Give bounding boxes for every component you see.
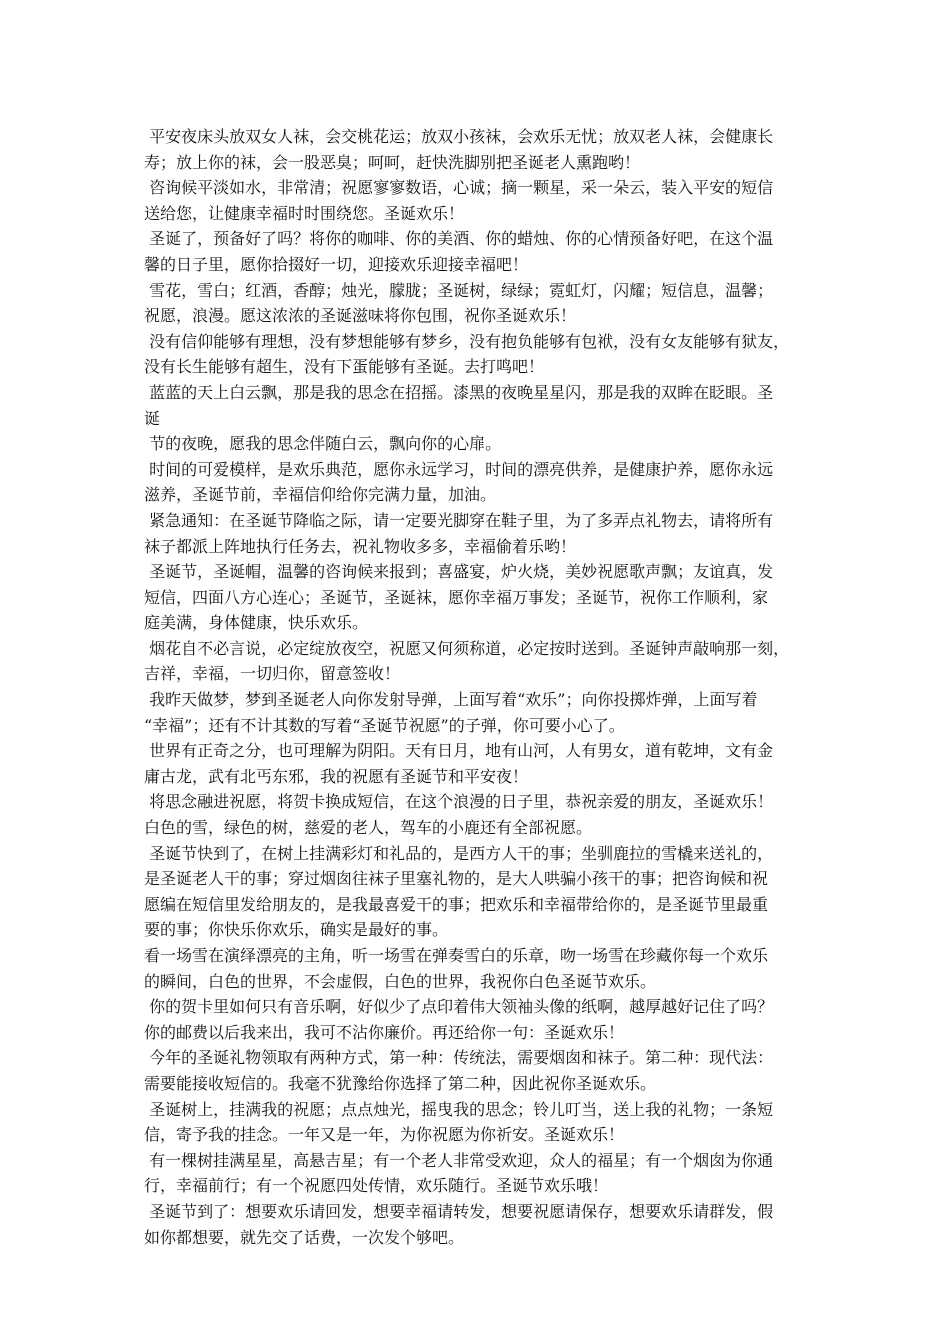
- text-line: 圣诞节快到了，在树上挂满彩灯和礼品的，是西方人干的事；坐驯鹿拉的雪橇来送礼的，: [144, 843, 774, 863]
- text-line: 世界有正奇之分，也可理解为阴阳。天有日月，地有山河，人有男女，道有乾坤，文有金: [144, 741, 774, 761]
- text-line: 愿编在短信里发给朋友的，是我最喜爱干的事；把欢乐和幸福带给你的，是圣诞节里最重: [144, 894, 769, 914]
- text-line: 紧急通知：在圣诞节降临之际，请一定要光脚穿在鞋子里，为了多弄点礼物去，请将所有: [144, 510, 774, 530]
- text-line: 要的事；你快乐你欢乐，确实是最好的事。: [144, 920, 449, 940]
- text-line: 有一棵树挂满星星，高悬吉星；有一个老人非常受欢迎，众人的福星；有一个烟囱为你通: [144, 1150, 774, 1170]
- text-line: 圣诞节，圣诞帽，温馨的咨询候来报到；喜盛宴，炉火烧，美妙祝愿歌声飘；友谊真，发: [144, 562, 774, 582]
- text-line: 诞: [144, 408, 161, 428]
- text-line: 吉祥，幸福，一切归你，留意签收！: [144, 664, 401, 684]
- text-line: 平安夜床头放双女人袜，会交桃花运；放双小孩袜，会欢乐无忧；放双老人袜，会健康长: [144, 127, 774, 146]
- text-line: 圣诞了，预备好了吗？将你的咖啡、你的美酒、你的蜡烛、你的心情预备好吧，在这个温: [144, 229, 774, 249]
- text-line: 蓝蓝的天上白云飘，那是我的思念在招摇。漆黑的夜晚星星闪，那是我的双眸在眨眼。圣: [144, 382, 774, 402]
- text-line: 寿；放上你的袜，会一股恶臭；呵呵，赶快洗脚别把圣诞老人熏跑哟！: [144, 152, 641, 172]
- text-line: 烟花自不必言说，必定绽放夜空，祝愿又何须称道，必定按时送到。圣诞钟声敲响那一刻，: [144, 638, 790, 658]
- text-line: 雪花，雪白；红酒，香醇；烛光，朦胧；圣诞树，绿绿；霓虹灯，闪耀；短信息，温馨；: [144, 280, 774, 300]
- text-line: 庸古龙，武有北丐东邪，我的祝愿有圣诞节和平安夜！: [144, 766, 529, 786]
- text-line: 祝愿，浪漫。愿这浓浓的圣诞滋味将你包围，祝你圣诞欢乐！: [144, 306, 577, 326]
- text-line: 需要能接收短信的。我毫不犹豫给你选择了第二种，因此祝你圣诞欢乐。: [144, 1073, 657, 1093]
- text-line: 你的邮费以后我来出，我可不沾你廉价。再还给你一句：圣诞欢乐！: [144, 1022, 625, 1042]
- text-line: 将思念融进祝愿，将贺卡换成短信，在这个浪漫的日子里，恭祝亲爱的朋友，圣诞欢乐！: [144, 792, 774, 812]
- text-line: 如你都想要，就先交了话费，一次发个够吧。: [144, 1227, 465, 1247]
- text-line: 今年的圣诞礼物领取有两种方式，第一种：传统法，需要烟囱和袜子。第二种：现代法：: [144, 1048, 774, 1068]
- text-line: 短信，四面八方心连心；圣诞节，圣诞袜，愿你幸福万事发；圣诞节，祝你工作顺利，家: [144, 587, 769, 607]
- text-line: 时间的可爱模样，是欢乐典范，愿你永远学习，时间的漂亮供养，是健康护养，愿你永远: [144, 459, 774, 479]
- text-line: 庭美满，身体健康，快乐欢乐。: [144, 613, 369, 633]
- text-line: 节的夜晚，愿我的思念伴随白云，飘向你的心扉。: [144, 434, 502, 454]
- text-line: “幸福”；还有不计其数的写着“圣诞节祝愿”的子弹，你可要小心了。: [144, 715, 625, 735]
- text-line: 的瞬间，白色的世界，不会虚假，白色的世界，我祝你白色圣诞节欢乐。: [144, 971, 657, 991]
- text-line: 是圣诞老人干的事；穿过烟囱往袜子里塞礼物的，是大人哄骗小孩干的事；把咨询候和祝: [144, 869, 769, 889]
- text-line: 袜子都派上阵地执行任务去，祝礼物收多多，幸福偷着乐哟！: [144, 536, 577, 556]
- text-line: 滋养，圣诞节前，幸福信仰给你完满力量，加油。: [144, 485, 497, 505]
- text-line: 咨询候平淡如水，非常清；祝愿寥寥数语，心诚；摘一颗星，采一朵云，装入平安的短信: [144, 178, 774, 198]
- text-line: 馨的日子里，愿你拾掇好一切，迎接欢乐迎接幸福吧！: [144, 254, 529, 274]
- text-line: 送给您，让健康幸福时时围绕您。圣诞欢乐！: [144, 203, 465, 223]
- text-line: 信，寄予我的挂念。一年又是一年，为你祝愿为你祈安。圣诞欢乐！: [144, 1125, 625, 1145]
- text-line: 我昨天做梦，梦到圣诞老人向你发射导弹，上面写着“欢乐”；向你投掷炸弹，上面写着: [144, 690, 758, 710]
- text-line: 行，幸福前行；有一个祝愿四处传情，欢乐随行。圣诞节欢乐哦！: [144, 1176, 609, 1196]
- text-line: 看一场雪在演绎漂亮的主角，听一场雪在弹奏雪白的乐章，吻一场雪在珍藏你每一个欢乐: [144, 946, 769, 965]
- text-line: 没有长生能够有超生，没有下蛋能够有圣诞。去打鸣吧！: [144, 357, 545, 377]
- text-line: 没有信仰能够有理想，没有梦想能够有梦乡，没有抱负能够有包袱，没有女友能够有狱友，: [144, 331, 790, 351]
- text-line: 你的贺卡里如何只有音乐啊，好似少了点印着伟大领袖头像的纸啊，越厚越好记住了吗？: [144, 997, 774, 1017]
- text-line: 圣诞节到了：想要欢乐请回发，想要幸福请转发，想要祝愿请保存，想要欢乐请群发，假: [144, 1201, 774, 1221]
- document-body: [144, 124, 810, 1250]
- text-line: 圣诞树上，挂满我的祝愿；点点烛光，摇曳我的思念；铃儿叮当，送上我的礼物；一条短: [144, 1099, 774, 1119]
- text-line: 白色的雪，绿色的树，慈爱的老人，驾车的小鹿还有全部祝愿。: [144, 818, 593, 838]
